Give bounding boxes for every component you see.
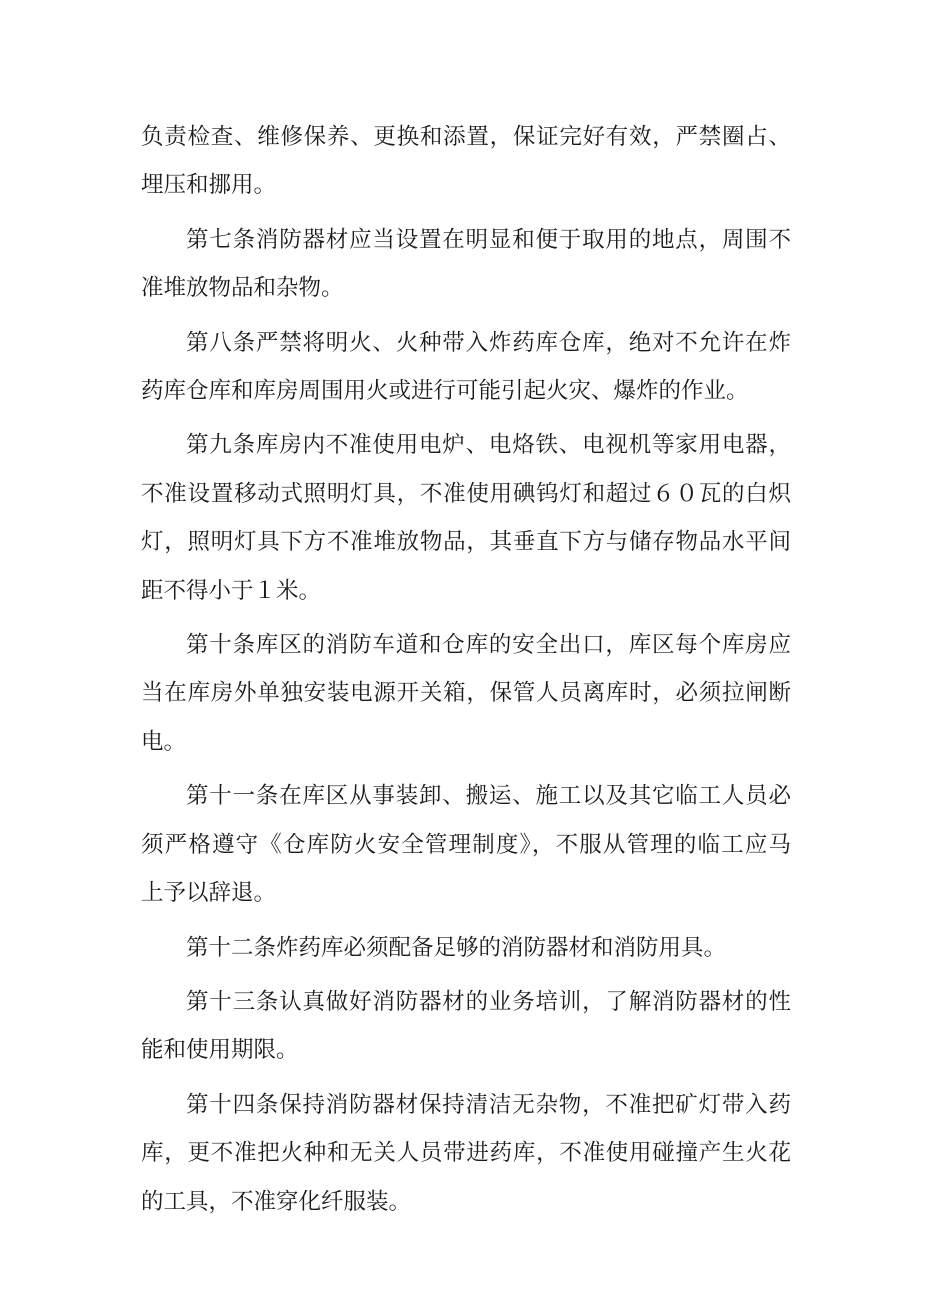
text-line: 第十四条保持消防器材保持清洁无杂物，不准把矿灯带入药 (186, 1091, 791, 1118)
paragraph-article-11 (141, 772, 791, 917)
text-line: 第九条库房内不准使用电炉、电烙铁、电视机等家用电器， (186, 432, 791, 459)
text-line: 库，更不准把火种和无关人员带进药库，不准使用碰撞产生火花 (141, 1140, 791, 1167)
text-line: 当在库房外单独安装电源开关箱，保管人员离库时，必须拉闸断 (141, 680, 791, 707)
text-line: 负责检查、维修保养、更换和添置，保证完好有效，严禁圈占、 (141, 124, 791, 150)
text-line: 第八条严禁将明火、火种带入炸药库仓库，绝对不允许在炸 (186, 329, 791, 356)
paragraph-article-8 (141, 319, 791, 416)
paragraph-article-12 (141, 924, 791, 972)
text-line: 上予以辞退。 (141, 880, 277, 907)
paragraph-continuation (141, 113, 791, 210)
paragraph-article-10 (141, 621, 791, 766)
text-line: 第十二条炸药库必须配备足够的消防器材和消防用具。 (186, 934, 727, 961)
paragraph-article-13 (141, 978, 791, 1075)
paragraph-article-14 (141, 1081, 791, 1226)
text-line: 电。 (141, 728, 187, 755)
text-line: 第十条库区的消防车道和仓库的安全出口，库区每个库房应 (186, 632, 791, 659)
text-line: 准堆放物品和杂物。 (141, 275, 344, 302)
text-line: 第十三条认真做好消防器材的业务培训，了解消防器材的性 (186, 988, 791, 1015)
text-line: 第十一条在库区从事装卸、搬运、施工以及其它临工人员必 (186, 783, 791, 810)
text-line: 不准设置移动式照明灯具，不准使用碘钨灯和超过６０瓦的白炽 (141, 480, 791, 507)
text-line: 距不得小于１米。 (141, 577, 322, 604)
text-line: 药库仓库和库房周围用火或进行可能引起火灾、爆炸的作业。 (141, 378, 749, 405)
document-body (141, 113, 791, 1226)
text-line: 灯，照明灯具下方不准堆放物品，其垂直下方与储存物品水平间 (141, 529, 791, 556)
text-line: 须严格遵守《仓库防火安全管理制度》，不服从管理的临工应马 (141, 831, 791, 858)
text-line: 的工具，不准穿化纤服装。 (141, 1188, 412, 1215)
text-line: 埋压和挪用。 (141, 172, 277, 199)
text-line: 第七条消防器材应当设置在明显和便于取用的地点，周围不 (186, 226, 791, 253)
paragraph-article-9 (141, 421, 791, 615)
paragraph-article-7 (141, 216, 791, 313)
text-line: 能和使用期限。 (141, 1037, 299, 1064)
